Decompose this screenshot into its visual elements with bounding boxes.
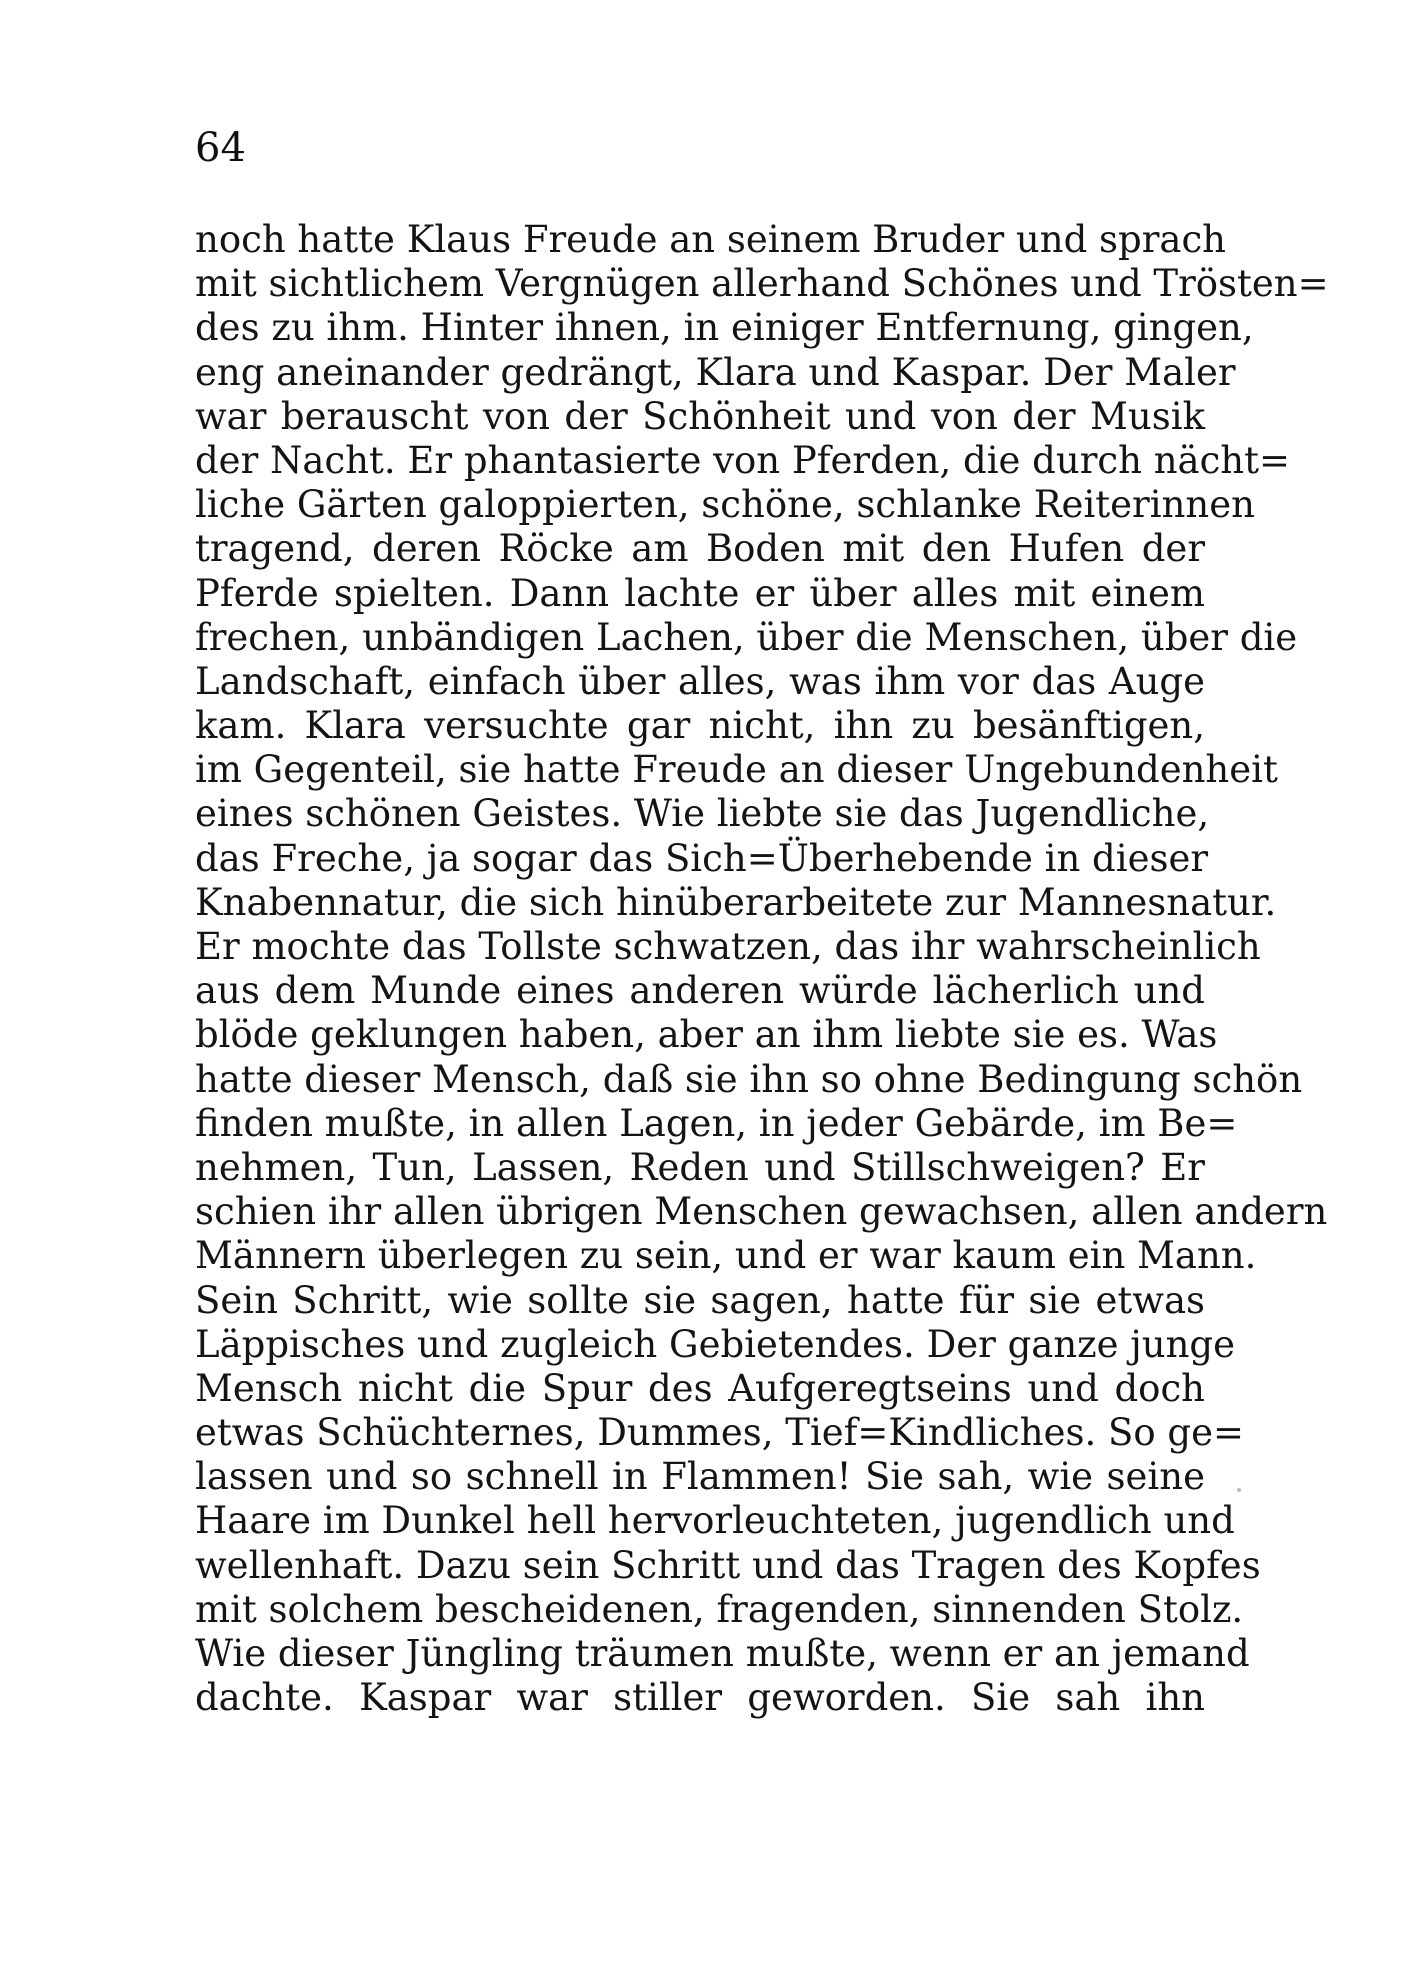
text-line: eines schönen Geistes. Wie liebte sie das Jugendliche,	[195, 792, 1210, 836]
text-line: Läppisches und zugleich Gebietendes. Der ganze junge	[195, 1322, 1236, 1366]
text-line: wellenhaft. Dazu sein Schritt und das Tragen des Kopfes	[195, 1543, 1261, 1587]
text-line: schien ihr allen übrigen Menschen gewachsen, allen andern	[195, 1190, 1328, 1234]
text-line: war berauscht von der Schönheit und von der Musik	[195, 394, 1205, 438]
text-line: das Freche, ja sogar das Sich=Überhebende in dieser	[195, 836, 1209, 880]
text-line: etwas Schüchternes, Dummes, Tief=Kindliches. So ge=	[195, 1411, 1244, 1455]
text-line: tragend, deren Röcke am Boden mit den Hufen der	[195, 527, 1205, 571]
text-line: dachte. Kaspar war stiller geworden. Sie sah ihn	[195, 1676, 1205, 1720]
text-line: Landschaft, einfach über alles, was ihm vor das Auge	[195, 659, 1205, 703]
text-line: noch hatte Klaus Freude an seinem Bruder und sprach	[195, 218, 1226, 261]
text-line: eng aneinander gedrängt, Klara und Kaspar. Der Maler	[195, 350, 1236, 394]
text-line: Mensch nicht die Spur des Aufgeregtseins und doch	[195, 1366, 1205, 1410]
text-line: liche Gärten galoppierten, schöne, schlanke Reiterinnen	[195, 483, 1255, 527]
text-line: frechen, unbändigen Lachen, über die Menschen, über die	[195, 615, 1298, 659]
text-line: Wie dieser Jüngling träumen mußte, wenn er an jemand	[195, 1632, 1250, 1675]
text-line: der Nacht. Er phantasierte von Pferden, die durch nächt=	[195, 438, 1291, 482]
body-text	[195, 218, 1329, 1720]
text-line: mit solchem bescheidenen, fragenden, sinnenden Stolz.	[195, 1587, 1244, 1631]
text-line: im Gegenteil, sie hatte Freude an dieser Ungebundenheit	[195, 748, 1278, 792]
text-line: kam. Klara versuchte gar nicht, ihn zu besänftigen,	[195, 704, 1205, 748]
page-number: 64	[195, 125, 246, 171]
text-line: aus dem Munde eines anderen würde lächerlich und	[195, 969, 1205, 1013]
text-line: Haare im Dunkel hell hervorleuchteten, jugendlich und	[195, 1499, 1235, 1543]
text-line: mit sichtlichem Vergnügen allerhand Schönes und Trösten=	[195, 262, 1329, 306]
text-line: Männern überlegen zu sein, und er war kaum ein Mann.	[195, 1234, 1257, 1278]
text-line: nehmen, Tun, Lassen, Reden und Stillschweigen? Er	[195, 1145, 1205, 1189]
text-line: hatte dieser Mensch, daß sie ihn so ohne Bedingung schön	[195, 1057, 1303, 1101]
text-line: Er mochte das Tollste schwatzen, das ihr wahrscheinlich	[195, 925, 1261, 968]
text-line: finden mußte, in allen Lagen, in jeder Gebärde, im Be=	[195, 1101, 1238, 1145]
text-line: des zu ihm. Hinter ihnen, in einiger Entfernung, gingen,	[195, 306, 1254, 350]
text-line: lassen und so schnell in Flammen! Sie sah, wie seine	[195, 1455, 1205, 1499]
text-line: Knabennatur, die sich hinüberarbeitete zur Mannesnatur.	[195, 880, 1277, 924]
paper-speck	[1237, 1488, 1241, 1492]
text-line: Sein Schritt, wie sollte sie sagen, hatte für sie etwas	[195, 1278, 1205, 1322]
text-line: Pferde spielten. Dann lachte er über alles mit einem	[195, 571, 1205, 615]
text-line: blöde geklungen haben, aber an ihm liebte sie es. Was	[195, 1013, 1218, 1057]
